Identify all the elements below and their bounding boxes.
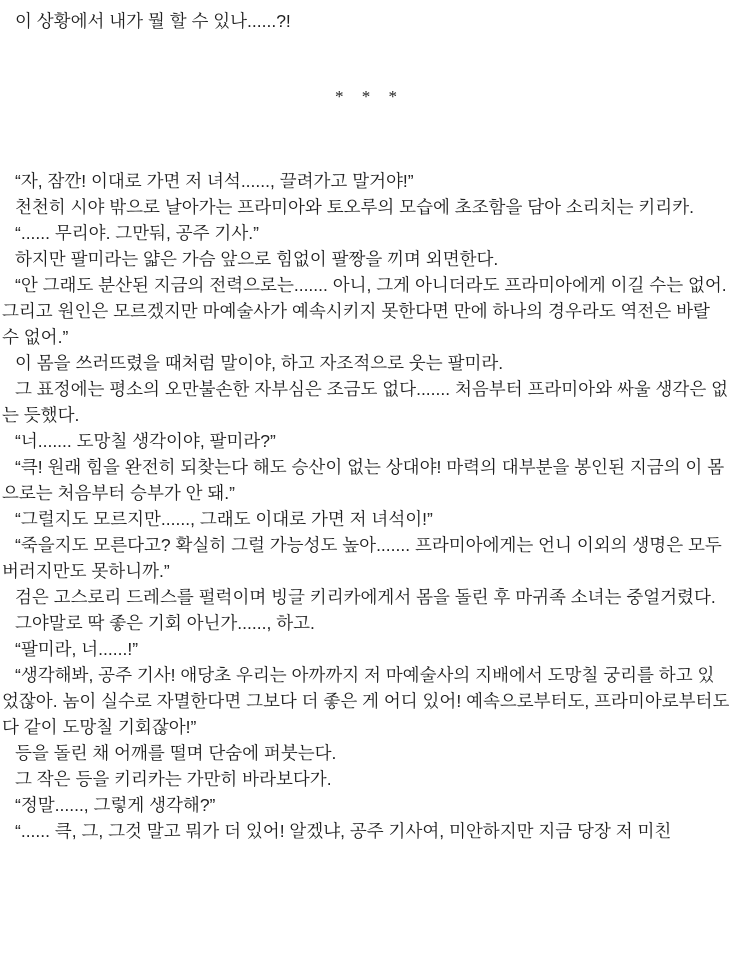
paragraph: “생각해봐, 공주 기사! 애당초 우리는 아까까지 저 마예술사의 지배에서 도망칠 궁리를 하고 있었잖아. 놈이 실수로 자멸한다면 그보다 더 좋은 게 어디 있어! 예속으로부터도, 프라미아로부터도 다 같이 도망칠 기회잖아!” [2, 665, 730, 737]
paragraph: 그야말로 딱 좋은 기회 아닌가......, 하고. [15, 613, 315, 633]
paragraph: “그럴지도 모르지만......, 그래도 이대로 가면 저 녀석이!” [15, 509, 433, 529]
paragraph: “너....... 도망칠 생각이야, 팔미라?” [15, 431, 276, 451]
paragraph: 그 작은 등을 키리카는 가만히 바라보다가. [15, 769, 332, 789]
paragraph: “자, 잠깐! 이대로 가면 저 녀석......, 끌려가고 말거야!” [15, 171, 414, 191]
paragraph: 그 표정에는 평소의 오만불손한 자부심은 조금도 없다....... 처음부터 프라미아와 싸울 생각은 없는 듯했다. [2, 379, 728, 425]
paragraph: “정말......, 그렇게 생각해?” [15, 795, 216, 815]
section-divider: * * * [335, 87, 404, 106]
paragraph: 등을 돌린 채 어깨를 떨며 단숨에 퍼붓는다. [15, 743, 337, 763]
paragraph: “...... 큭, 그, 그것 말고 뭐가 더 있어! 알겠냐, 공주 기사여, 미안하지만 지금 당장 저 미친 [15, 821, 672, 841]
paragraph: 천천히 시야 밖으로 날아가는 프라미아와 토오루의 모습에 초조함을 담아 소리치는 키리카. [15, 197, 694, 217]
paragraph: “안 그래도 분산된 지금의 전력으로는....... 아니, 그게 아니더라도 프라미아에게 이길 수는 없어. 그리고 원인은 모르겠지만 마예술사가 예속시키지 못한다면 만에 하나의 경우라도 역전은 바랄 수 없어.” [2, 275, 727, 347]
paragraph: “큭! 원래 힘을 완전히 되찾는다 해도 승산이 없는 상대야! 마력의 대부분을 봉인된 지금의 이 몸으로는 처음부터 승부가 안 돼.” [2, 457, 725, 503]
paragraph: “...... 무리야. 그만둬, 공주 기사.” [15, 223, 259, 243]
paragraph: 검은 고스로리 드레스를 펄럭이며 빙글 키리카에게서 몸을 돌린 후 마귀족 소녀는 중얼거렸다. [15, 587, 716, 607]
paragraph: 이 몸을 쓰러뜨렸을 때처럼 말이야, 하고 자조적으로 웃는 팔미라. [15, 353, 504, 373]
paragraph: 하지만 팔미라는 얇은 가슴 앞으로 힘없이 팔짱을 끼며 외면한다. [15, 249, 499, 269]
opening-line: 이 상황에서 내가 뭘 할 수 있나......?! [15, 11, 291, 31]
paragraph: “팔미라, 너......!” [15, 639, 139, 659]
paragraph: “죽을지도 모른다고? 확실히 그럴 가능성도 높아....... 프라미아에게는 언니 이외의 생명은 모두 버러지만도 못하니까.” [2, 535, 722, 581]
